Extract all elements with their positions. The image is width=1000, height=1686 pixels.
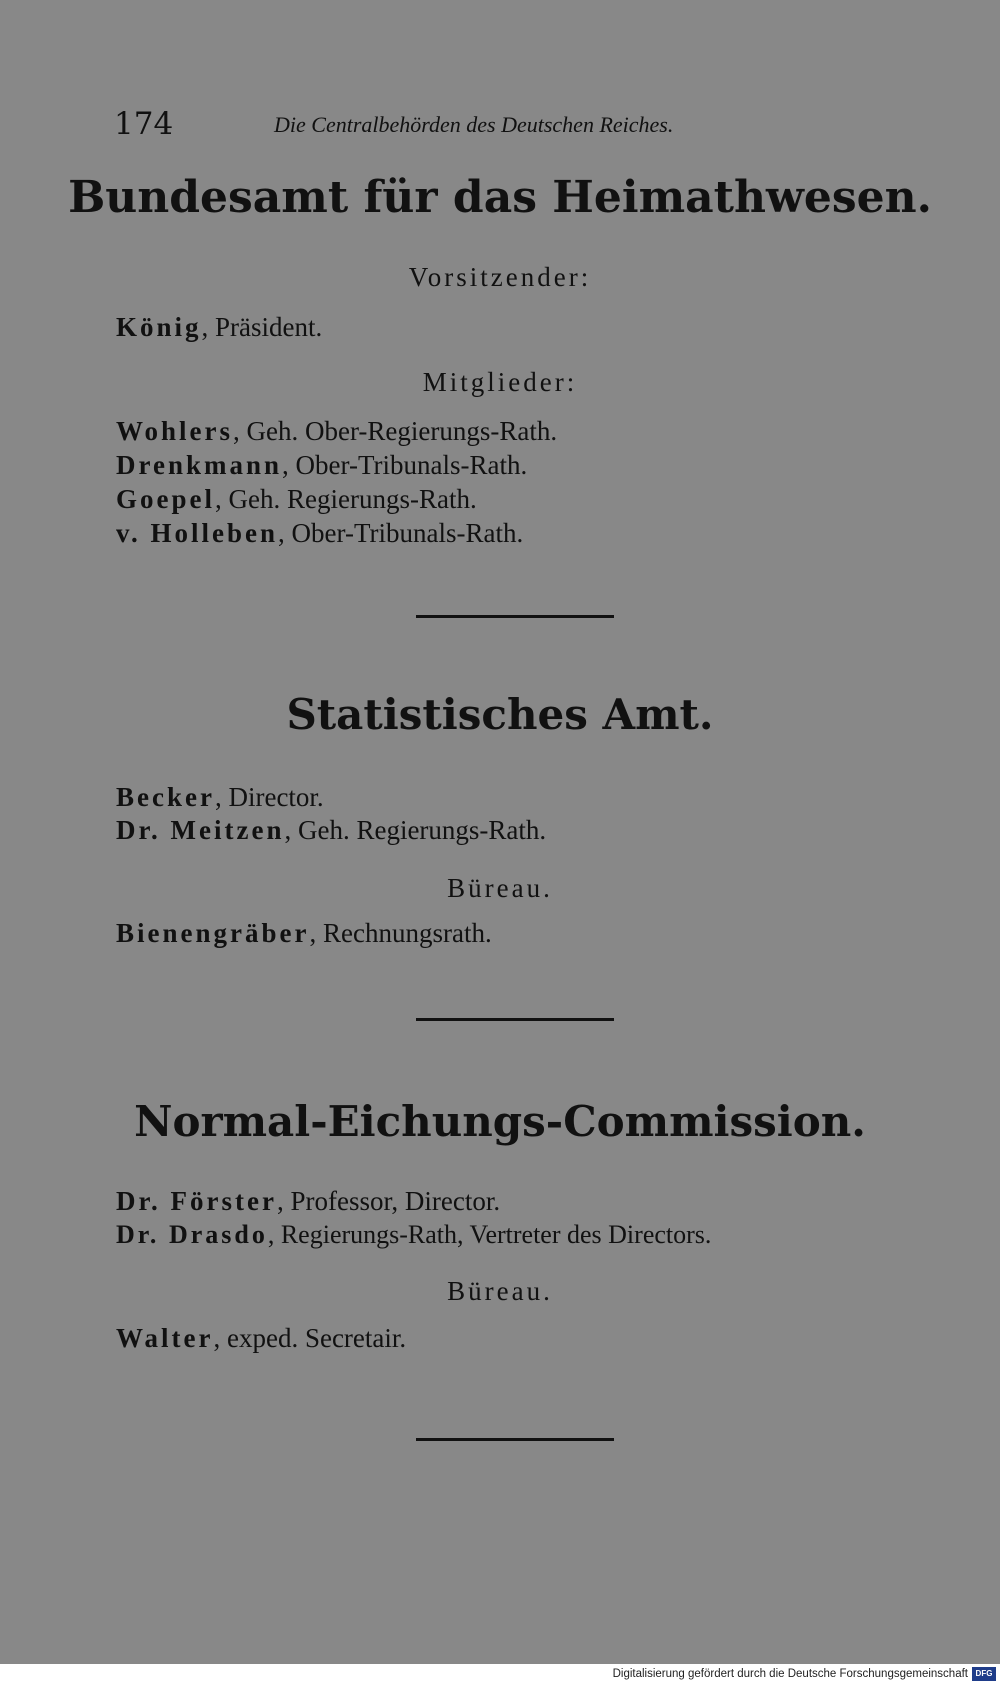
section-divider — [416, 615, 614, 618]
entry-line — [116, 1220, 711, 1250]
person-title: , Director. — [214, 782, 324, 812]
name-prefix: v. — [116, 518, 151, 548]
subheading-bureau: Büreau. — [447, 1276, 553, 1306]
person-name: Holleben — [150, 518, 279, 548]
person-name: König — [116, 312, 202, 342]
person-name: Walter — [116, 1323, 214, 1353]
person-title: , Geh. Regierungs-Rath. — [215, 484, 477, 514]
person-title: , Präsident. — [201, 312, 323, 342]
section-divider — [416, 1438, 614, 1441]
credit-text: Digitalisierung gefördert durch die Deutsche Forschungsgemeinschaft — [612, 1668, 968, 1680]
entry-line — [116, 1186, 500, 1217]
subheading-mitglieder: Mitglieder: — [422, 367, 578, 397]
person-title: , Professor, Director. — [276, 1186, 501, 1216]
person-name: Förster — [170, 1186, 277, 1216]
section-title-heimathwesen: Bundesamt für das Heimathwesen. — [68, 172, 932, 223]
name-prefix: Dr. — [116, 1186, 171, 1216]
entry-line — [116, 518, 523, 549]
person-name: Goepel — [116, 484, 215, 514]
person-name: Drasdo — [168, 1220, 268, 1249]
name-prefix: Dr. — [116, 815, 171, 845]
entry-line — [116, 782, 324, 813]
person-title: , Rechnungsrath. — [309, 918, 492, 948]
page-number: 174 — [114, 106, 174, 142]
person-title: , Regierungs-Rath, Vertreter des Directors. — [267, 1220, 712, 1249]
person-title: , exped. Secretair. — [213, 1323, 407, 1353]
person-title: , Ober-Tribunals-Rath. — [278, 518, 524, 548]
entry-line — [116, 815, 546, 846]
entry-line — [116, 312, 322, 343]
person-title: , Geh. Regierungs-Rath. — [284, 815, 547, 845]
entry-line — [116, 450, 527, 481]
dfg-logo: DFG — [972, 1667, 996, 1681]
person-name: Becker — [116, 782, 215, 812]
entry-line — [116, 918, 492, 949]
person-name: Meitzen — [170, 815, 285, 845]
person-name: Drenkmann — [116, 450, 283, 480]
subheading-vorsitzender: Vorsitzender: — [408, 262, 592, 292]
subheading-bureau: Büreau. — [447, 873, 553, 903]
page-header — [112, 106, 888, 146]
person-name: Wohlers — [116, 416, 234, 446]
section-title-statistisches-amt: Statistisches Amt. — [286, 690, 714, 739]
entry-line — [116, 484, 477, 515]
section-title-normal-eichungs-commission: Normal-Eichungs-Commission. — [134, 1097, 866, 1146]
running-title: Die Centralbehörden des Deutschen Reiches. — [274, 112, 674, 137]
person-title: , Ober-Tribunals-Rath. — [282, 450, 528, 480]
entry-line — [116, 1323, 406, 1354]
entry-line — [116, 416, 557, 447]
digitization-credit-bar — [0, 1664, 1000, 1686]
section-divider — [416, 1018, 614, 1021]
name-prefix: Dr. — [116, 1220, 169, 1249]
person-name: Bienengräber — [116, 918, 310, 948]
person-title: , Geh. Ober-Regierungs-Rath. — [233, 416, 558, 446]
